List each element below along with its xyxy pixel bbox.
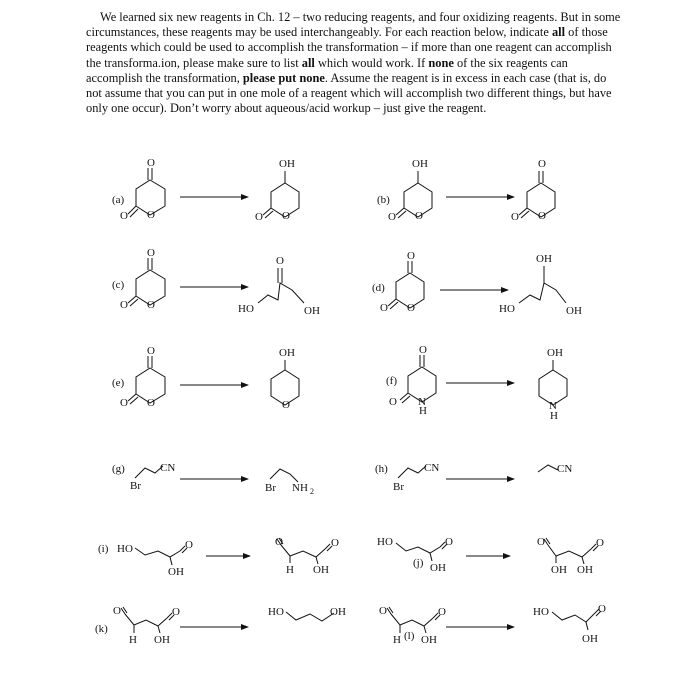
svg-text:OH: OH: [582, 633, 598, 645]
svg-text:Br: Br: [393, 481, 404, 493]
svg-text:O: O: [120, 210, 128, 222]
svg-text:NH: NH: [292, 482, 308, 494]
svg-text:O: O: [147, 157, 155, 169]
svg-text:O: O: [185, 539, 193, 551]
svg-text:O: O: [538, 210, 546, 222]
svg-text:O: O: [331, 537, 339, 549]
svg-text:OH: OH: [421, 634, 437, 646]
reaction-c-reactant: [120, 247, 165, 311]
svg-text:OH: OH: [168, 566, 184, 578]
svg-text:O: O: [379, 605, 387, 617]
reaction-f: [386, 344, 567, 422]
reaction-g: [112, 462, 314, 496]
svg-text:OH: OH: [412, 158, 428, 170]
svg-text:O: O: [388, 211, 396, 223]
reaction-a-reactant: [120, 157, 165, 222]
reaction-l-label: (l): [404, 630, 415, 642]
svg-text:HO: HO: [268, 606, 284, 618]
svg-text:HO: HO: [499, 303, 515, 315]
instructions-text-5: . Assume the reagent is in excess in each case (that is, do not assume that you can put in one mole of a reagent which will accomplish two different things, but have only one occur). Don’t worry about aqueous/acid workup – just give the reagent.: [86, 70, 612, 116]
reaction-j-product: [537, 536, 604, 576]
svg-text:O: O: [147, 247, 155, 259]
reaction-d-label: (d): [372, 282, 385, 294]
reaction-d-product: [499, 253, 582, 317]
svg-text:H: H: [129, 634, 137, 646]
svg-text:Br: Br: [130, 480, 141, 492]
svg-text:O: O: [147, 209, 155, 221]
reaction-g-product: [265, 469, 314, 496]
reaction-k-product: [268, 606, 346, 621]
reaction-l-product: [533, 603, 606, 645]
instructions-bold-none: none: [428, 55, 454, 70]
reaction-a-label: (a): [112, 194, 125, 206]
reaction-h-label: (h): [375, 463, 388, 475]
svg-text:O: O: [598, 603, 606, 615]
reaction-k: [95, 605, 346, 646]
reaction-k-reactant: [113, 605, 180, 646]
reaction-g-reactant: [130, 462, 175, 492]
svg-text:2: 2: [310, 487, 314, 496]
reaction-k-label: (k): [95, 623, 108, 635]
svg-text:O: O: [407, 250, 415, 262]
reaction-i: [98, 536, 339, 578]
svg-text:O: O: [407, 302, 415, 314]
reaction-e-reactant: [120, 345, 165, 409]
svg-text:H: H: [550, 410, 558, 422]
reaction-c-product: [238, 255, 320, 317]
svg-text:O: O: [438, 606, 446, 618]
svg-text:OH: OH: [304, 305, 320, 317]
svg-text:O: O: [415, 210, 423, 222]
reaction-e-product: [271, 347, 299, 411]
reaction-b-reactant: [388, 158, 432, 223]
svg-text:O: O: [537, 536, 545, 548]
svg-text:OH: OH: [577, 564, 593, 576]
svg-text:O: O: [511, 211, 519, 223]
reaction-b-label: (b): [377, 194, 390, 206]
svg-text:HO: HO: [377, 536, 393, 548]
svg-text:OH: OH: [279, 347, 295, 359]
svg-text:O: O: [538, 158, 546, 170]
svg-text:CN: CN: [557, 463, 573, 475]
reaction-a-product: [255, 158, 299, 223]
reaction-c: [112, 247, 320, 317]
svg-text:O: O: [380, 302, 388, 314]
svg-text:Br: Br: [265, 482, 276, 494]
svg-text:O: O: [147, 397, 155, 409]
reaction-j: [377, 536, 604, 576]
svg-text:H: H: [393, 634, 401, 646]
reaction-j-label: (j): [413, 557, 424, 569]
svg-text:OH: OH: [547, 347, 563, 359]
instructions-bold-all-2: all: [301, 55, 315, 70]
reaction-i-label: (i): [98, 543, 109, 555]
svg-text:O: O: [147, 345, 155, 357]
svg-text:N: N: [549, 400, 557, 412]
reaction-h-product: [538, 463, 572, 475]
svg-text:O: O: [275, 536, 283, 548]
reaction-i-reactant: [117, 539, 193, 578]
svg-text:O: O: [419, 344, 427, 356]
reaction-g-label: (g): [112, 463, 125, 475]
instructions-text-2: of those reagents which could be used to accomplish the transformation – if more than one reagent can accomplish the transforma.ion, please make sure to list: [86, 25, 612, 70]
svg-text:O: O: [596, 537, 604, 549]
reaction-b: [377, 158, 555, 223]
reaction-e-label: (e): [112, 377, 125, 389]
svg-text:CN: CN: [424, 462, 440, 474]
svg-text:O: O: [120, 397, 128, 409]
svg-text:OH: OH: [430, 562, 446, 574]
svg-text:OH: OH: [313, 564, 329, 576]
svg-text:O: O: [282, 399, 290, 411]
reaction-e: [112, 345, 299, 411]
reaction-i-product: [275, 536, 339, 576]
svg-text:O: O: [113, 605, 121, 617]
svg-text:OH: OH: [566, 305, 582, 317]
reaction-a: [112, 157, 299, 223]
svg-text:HO: HO: [533, 606, 549, 618]
reaction-d: [372, 250, 582, 317]
reaction-c-label: (c): [112, 279, 125, 291]
reaction-h: [375, 462, 572, 493]
svg-text:HO: HO: [238, 303, 254, 315]
reaction-f-label: (f): [386, 375, 397, 387]
svg-text:O: O: [389, 396, 397, 408]
instructions-bold-put-none: please put none: [242, 70, 325, 85]
svg-text:OH: OH: [279, 158, 295, 170]
svg-text:OH: OH: [536, 253, 552, 265]
reaction-h-reactant: [393, 462, 439, 493]
svg-text:H: H: [419, 405, 427, 417]
svg-text:O: O: [445, 536, 453, 548]
svg-text:H: H: [286, 564, 294, 576]
reaction-d-reactant: [380, 250, 424, 314]
svg-text:OH: OH: [551, 564, 567, 576]
instructions-bold-all-1: all: [551, 25, 566, 40]
svg-text:HO: HO: [117, 543, 133, 555]
svg-text:O: O: [120, 299, 128, 311]
svg-text:N: N: [418, 396, 426, 408]
svg-text:CN: CN: [160, 462, 176, 474]
instructions-text-4: of the six reagents can accomplish the transformation,: [86, 55, 568, 85]
instructions-text-3: which would work. If: [314, 55, 429, 70]
svg-text:O: O: [255, 211, 263, 223]
svg-text:O: O: [172, 606, 180, 618]
svg-text:OH: OH: [330, 606, 346, 618]
svg-text:O: O: [282, 210, 290, 222]
svg-text:O: O: [276, 255, 284, 267]
reaction-b-product: [511, 158, 555, 223]
reaction-f-product: [539, 347, 567, 422]
reaction-l: [379, 603, 606, 646]
instructions-text-1: We learned six new reagents in Ch. 12 – two reducing reagents, and four oxidizing reagents. But in some circumstances, these reagents may be used interchangeably. For each reaction below, indicate: [86, 10, 621, 40]
svg-text:OH: OH: [154, 634, 170, 646]
svg-text:O: O: [147, 299, 155, 311]
